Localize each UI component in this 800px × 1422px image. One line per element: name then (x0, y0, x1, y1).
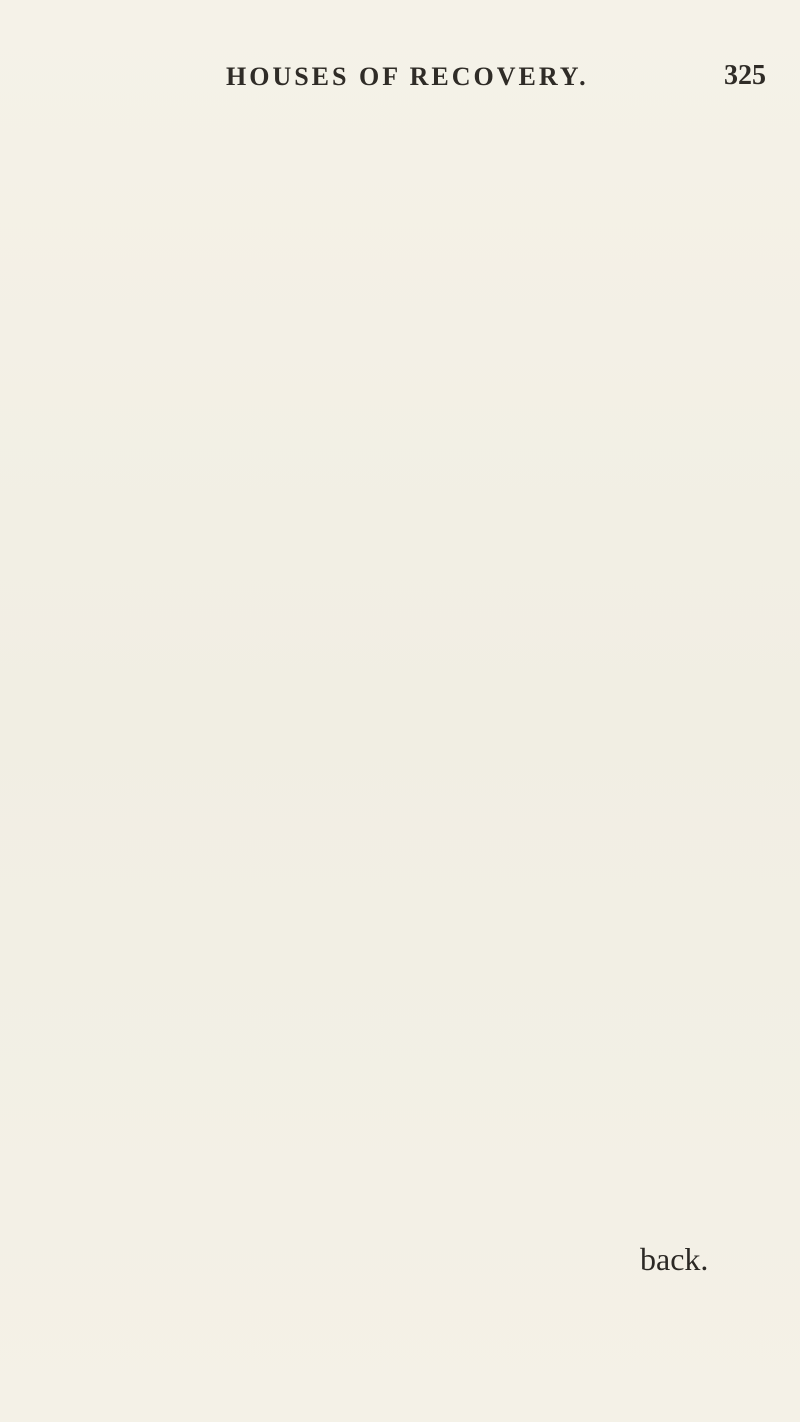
page-number: 325 (724, 60, 766, 91)
catchword: back. (640, 1241, 709, 1277)
running-head: HOUSES OF RECOVERY. (226, 62, 589, 91)
page-header (0, 62, 800, 102)
